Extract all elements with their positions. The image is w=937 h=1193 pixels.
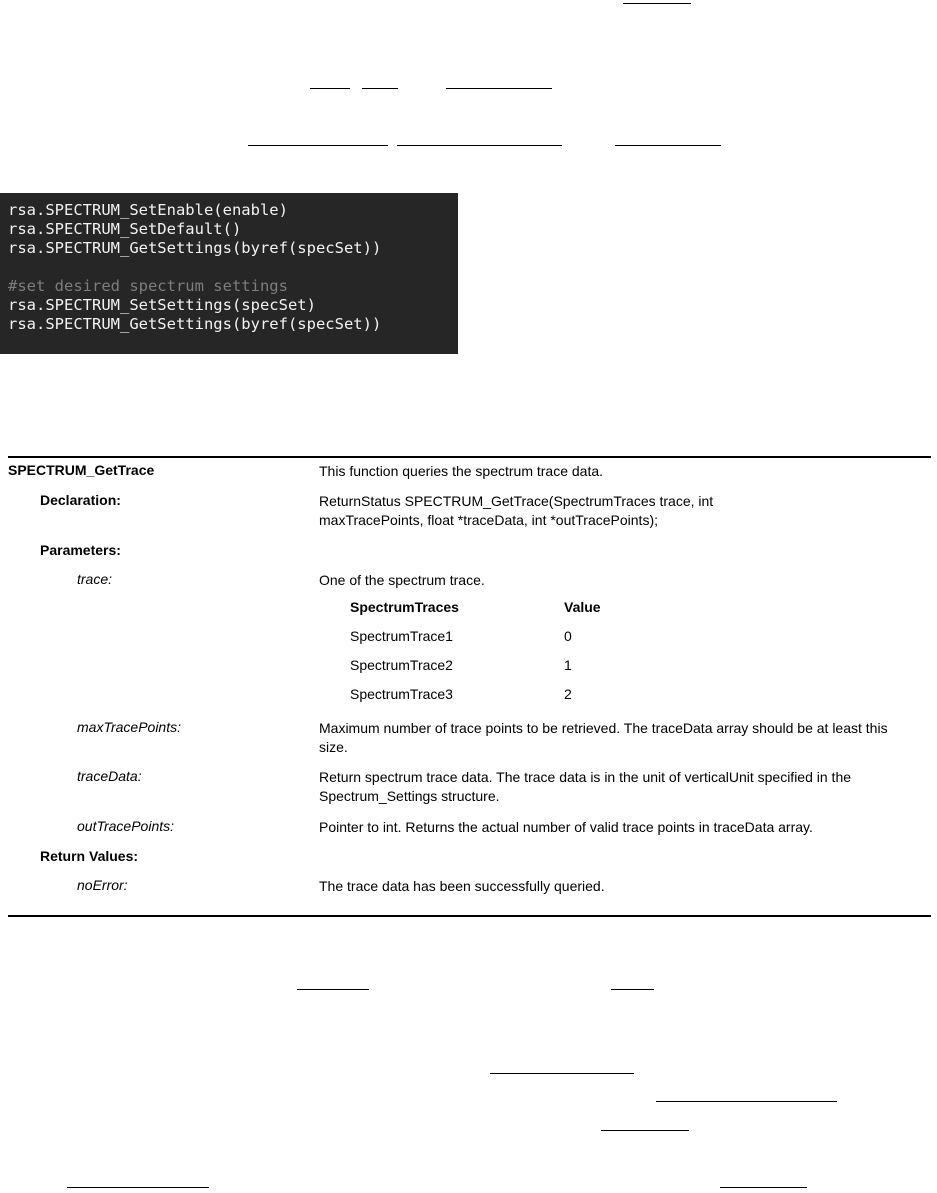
param-out-trace-points-name: outTracePoints: (77, 818, 175, 834)
table-top-rule (8, 456, 931, 458)
code-blank-line (8, 258, 458, 277)
declaration-label: Declaration: (40, 492, 121, 508)
underline-fragment (611, 989, 654, 990)
underline-fragment (623, 3, 691, 4)
function-name: SPECTRUM_GetTrace (8, 462, 155, 478)
underline-fragment (67, 1187, 209, 1188)
enum-value: 2 (564, 686, 572, 702)
enum-name: SpectrumTrace2 (350, 657, 453, 673)
param-max-trace-points-desc: Maximum number of trace points to be retrieved. The traceData array should be at least this size. (319, 720, 888, 755)
code-line: rsa.SPECTRUM_GetSettings(byref(specSet)) (8, 315, 382, 333)
code-line: rsa.SPECTRUM_GetSettings(byref(specSet)) (8, 239, 382, 257)
underline-fragment (656, 1101, 837, 1102)
parameters-label: Parameters: (40, 542, 121, 558)
underline-fragment (362, 88, 398, 89)
underline-fragment (490, 1073, 634, 1074)
function-description: This function queries the spectrum trace data. (319, 463, 604, 479)
code-comment: #set desired spectrum settings (8, 277, 288, 295)
underline-fragment (310, 88, 350, 89)
code-block (0, 193, 458, 354)
enum-name: SpectrumTrace1 (350, 628, 453, 644)
return-no-error-desc: The trace data has been successfully queried. (319, 878, 605, 894)
enum-value: 0 (564, 628, 572, 644)
enum-value: 1 (564, 657, 572, 673)
param-trace-desc: One of the spectrum trace. (319, 572, 485, 588)
underline-fragment (248, 145, 388, 146)
param-trace-data-desc: Return spectrum trace data. The trace data is in the unit of verticalUnit specified in the Spectrum_Settings structure. (319, 769, 852, 804)
enum-name: SpectrumTrace3 (350, 686, 453, 702)
underline-fragment (297, 989, 369, 990)
underline-fragment (615, 145, 721, 146)
underline-fragment (720, 1187, 807, 1188)
declaration-text: ReturnStatus SPECTRUM_GetTrace(SpectrumTraces trace, int maxTracePoints, float *traceData, int *outTracePoints); (319, 493, 714, 528)
enum-header-name: SpectrumTraces (350, 599, 459, 615)
table-bottom-rule (8, 915, 931, 917)
underline-fragment (446, 88, 552, 89)
param-trace-data-name: traceData: (77, 768, 142, 784)
code-line: rsa.SPECTRUM_SetDefault() (8, 220, 242, 238)
param-out-trace-points-desc: Pointer to int. Returns the actual number of valid trace points in traceData array. (319, 819, 813, 835)
underline-fragment (601, 1130, 689, 1131)
enum-header-value: Value (564, 599, 601, 615)
param-max-trace-points-name: maxTracePoints: (77, 719, 181, 735)
code-line: rsa.SPECTRUM_SetEnable(enable) (8, 201, 288, 219)
return-no-error-name: noError: (77, 877, 128, 893)
return-values-label: Return Values: (40, 848, 139, 864)
code-line: rsa.SPECTRUM_SetSettings(specSet) (8, 296, 316, 314)
param-trace-name: trace: (77, 571, 113, 587)
underline-fragment (397, 145, 562, 146)
